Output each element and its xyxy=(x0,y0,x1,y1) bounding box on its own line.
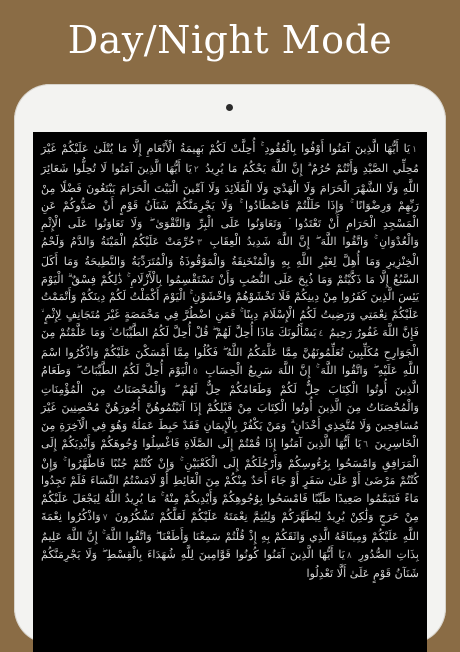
verse-number: ٤ xyxy=(318,328,324,339)
verse-number: ٢ xyxy=(193,164,199,175)
verse-number: ٨ xyxy=(346,550,352,561)
verse-list[interactable] xyxy=(33,132,427,583)
verse-text: يَا أَيُّهَا الَّذِينَ آمَنُوا أَوْفُوا بِالْعُقُودِ ۚ أُحِلَّتْ لَكُمْ بَهِيمَةُ الْأَنْعَامِ إِلَّا مَا يُتْلَىٰ عَلَيْكُمْ غَيْرَ مُحِلِّي الصَّيْدِ وَأَنْتُمْ حُرُمٌ ۗ إِنَّ اللَّهَ يَحْكُمُ مَا يُرِيدُ xyxy=(41,142,419,175)
verse-number: ٥ xyxy=(193,366,198,377)
verse-text: يَا أَيُّهَا الَّذِينَ آمَنُوا كُونُوا قَوَّامِينَ لِلَّهِ شُهَدَاءَ بِالْقِسْطِ ۖ وَلَا يَجْرِمَنَّكُمْ شَنَآنُ قَوْمٍ عَلَىٰ أَلَّا تَعْدِلُوا xyxy=(41,547,419,581)
verse-text: وَاذْكُرُوا نِعْمَةَ اللَّهِ عَلَيْكُمْ وَمِيثَاقَهُ الَّذِي وَاثَقَكُمْ بِهِ إِذْ قُلْتُمْ سَمِعْنَا وَأَطَعْنَا ۖ وَاتَّقُوا اللَّهَ ۚ إِنَّ اللَّهَ عَلِيمٌ بِذَاتِ الصُّدُورِ xyxy=(41,509,419,561)
verse-number: ١ xyxy=(412,145,417,155)
verse-number: ٦ xyxy=(363,439,369,450)
promo-headline: Day/Night Mode xyxy=(67,18,393,62)
verse-number: ٣ xyxy=(197,237,202,248)
tablet-frame xyxy=(14,84,446,644)
reader-screen[interactable] xyxy=(33,132,427,652)
verse-number: ٧ xyxy=(102,512,108,523)
verse-text: يَا أَيُّهَا الَّذِينَ آمَنُوا إِذَا قُمْتُمْ إِلَى الصَّلَاةِ فَاغْسِلُوا وُجُوهَكُمْ وَأَيْدِيَكُمْ إِلَى الْمَرَافِقِ وَامْسَحُوا بِرُءُوسِكُمْ وَأَرْجُلَكُمْ إِلَى الْكَعْبَيْنِ ۚ وَإِنْ كُنْتُمْ جُنُبًا فَاطَّهَّرُوا ۚ وَإِنْ كُنْتُمْ مَرْضَىٰ أَوْ عَلَىٰ سَفَرٍ أَوْ جَاءَ أَحَدٌ مِنْكُمْ مِنَ الْغَائِطِ أَوْ لَامَسْتُمُ النِّسَاءَ فَلَمْ تَجِدُوا مَاءً فَتَيَمَّمُوا صَعِيدًا طَيِّبًا فَامْسَحُوا بِوُجُوهِكُمْ وَأَيْدِيكُمْ مِنْهُ ۚ مَا يُرِيدُ اللَّهُ لِيَجْعَلَ عَلَيْكُمْ مِنْ حَرَجٍ وَلَٰكِنْ يُرِيدُ لِيُطَهِّرَكُمْ وَلِيُتِمَّ نِعْمَتَهُ عَلَيْكُمْ لَعَلَّكُمْ تَشْكُرُونَ xyxy=(41,436,419,523)
camera-dot xyxy=(226,104,233,111)
verse-text: يَا أَيُّهَا الَّذِينَ آمَنُوا لَا تُحِلُّوا شَعَائِرَ اللَّهِ وَلَا الشَّهْرَ الْحَرَامَ وَلَا الْهَدْيَ وَلَا الْقَلَائِدَ وَلَا آمِّينَ الْبَيْتَ الْحَرَامَ يَبْتَغُونَ فَضْلًا مِنْ رَبِّهِمْ وَرِضْوَانًا ۚ وَإِذَا حَلَلْتُمْ فَاصْطَادُوا ۚ وَلَا يَجْرِمَنَّكُمْ شَنَآنُ قَوْمٍ أَنْ صَدُّوكُمْ عَنِ الْمَسْجِدِ الْحَرَامِ أَنْ تَعْتَدُوا ۘ وَتَعَاوَنُوا عَلَى الْبِرِّ وَالتَّقْوَىٰ ۖ وَلَا تَعَاوَنُوا عَلَى الْإِثْمِ وَالْعُدْوَانِ ۚ وَاتَّقُوا اللَّهَ ۖ إِنَّ اللَّهَ شَدِيدُ الْعِقَابِ xyxy=(41,161,419,248)
verse-text: الْيَوْمَ أُحِلَّ لَكُمُ الطَّيِّبَاتُ ۖ وَطَعَامُ الَّذِينَ أُوتُوا الْكِتَابَ حِلٌّ لَكُمْ وَطَعَامُكُمْ حِلٌّ لَهُمْ ۖ وَالْمُحْصَنَاتُ مِنَ الْمُؤْمِنَاتِ وَالْمُحْصَنَاتُ مِنَ الَّذِينَ أُوتُوا الْكِتَابَ مِنْ قَبْلِكُمْ إِذَا آتَيْتُمُوهُنَّ أُجُورَهُنَّ مُحْصِنِينَ غَيْرَ مُسَافِحِينَ وَلَا مُتَّخِذِي أَخْدَانٍ ۗ وَمَنْ يَكْفُرْ بِالْإِيمَانِ فَقَدْ حَبِطَ عَمَلُهُ وَهُوَ فِي الْآخِرَةِ مِنَ الْخَاسِرِينَ xyxy=(41,363,419,450)
verse[interactable] xyxy=(41,235,419,339)
verse-text: حُرِّمَتْ عَلَيْكُمُ الْمَيْتَةُ وَالدَّمُ وَلَحْمُ الْخِنْزِيرِ وَمَا أُهِلَّ لِغَيْرِ اللَّهِ بِهِ وَالْمُنْخَنِقَةُ وَالْمَوْقُوذَةُ وَالْمُتَرَدِّيَةُ وَالنَّطِيحَةُ وَمَا أَكَلَ السَّبُعُ إِلَّا مَا ذَكَّيْتُمْ وَمَا ذُبِحَ عَلَى النُّصُبِ وَأَنْ تَسْتَقْسِمُوا بِالْأَزْلَامِ ۚ ذَٰلِكُمْ فِسْقٌ ۗ الْيَوْمَ يَئِسَ الَّذِينَ كَفَرُوا مِنْ دِينِكُمْ فَلَا تَخْشَوْهُمْ وَاخْشَوْنِ ۚ الْيَوْمَ أَكْمَلْتُ لَكُمْ دِينَكُمْ وَأَتْمَمْتُ عَلَيْكُمْ نِعْمَتِي وَرَضِيتُ لَكُمُ الْإِسْلَامَ دِينًا ۚ فَمَنِ اضْطُرَّ فِي مَخْمَصَةٍ غَيْرَ مُتَجَانِفٍ لِإِثْمٍ ۙ فَإِنَّ اللَّهَ غَفُورٌ رَحِيمٌ xyxy=(41,234,419,339)
verse-text: يَسْأَلُونَكَ مَاذَا أُحِلَّ لَهُمْ ۖ قُلْ أُحِلَّ لَكُمُ الطَّيِّبَاتُ ۙ وَمَا عَلَّمْتُمْ مِنَ الْجَوَارِحِ مُكَلِّبِينَ تُعَلِّمُونَهُنَّ مِمَّا عَلَّمَكُمُ اللَّهُ ۖ فَكُلُوا مِمَّا أَمْسَكْنَ عَلَيْكُمْ وَاذْكُرُوا اسْمَ اللَّهِ عَلَيْهِ ۖ وَاتَّقُوا اللَّهَ ۚ إِنَّ اللَّهَ سَرِيعُ الْحِسَابِ xyxy=(41,325,419,377)
